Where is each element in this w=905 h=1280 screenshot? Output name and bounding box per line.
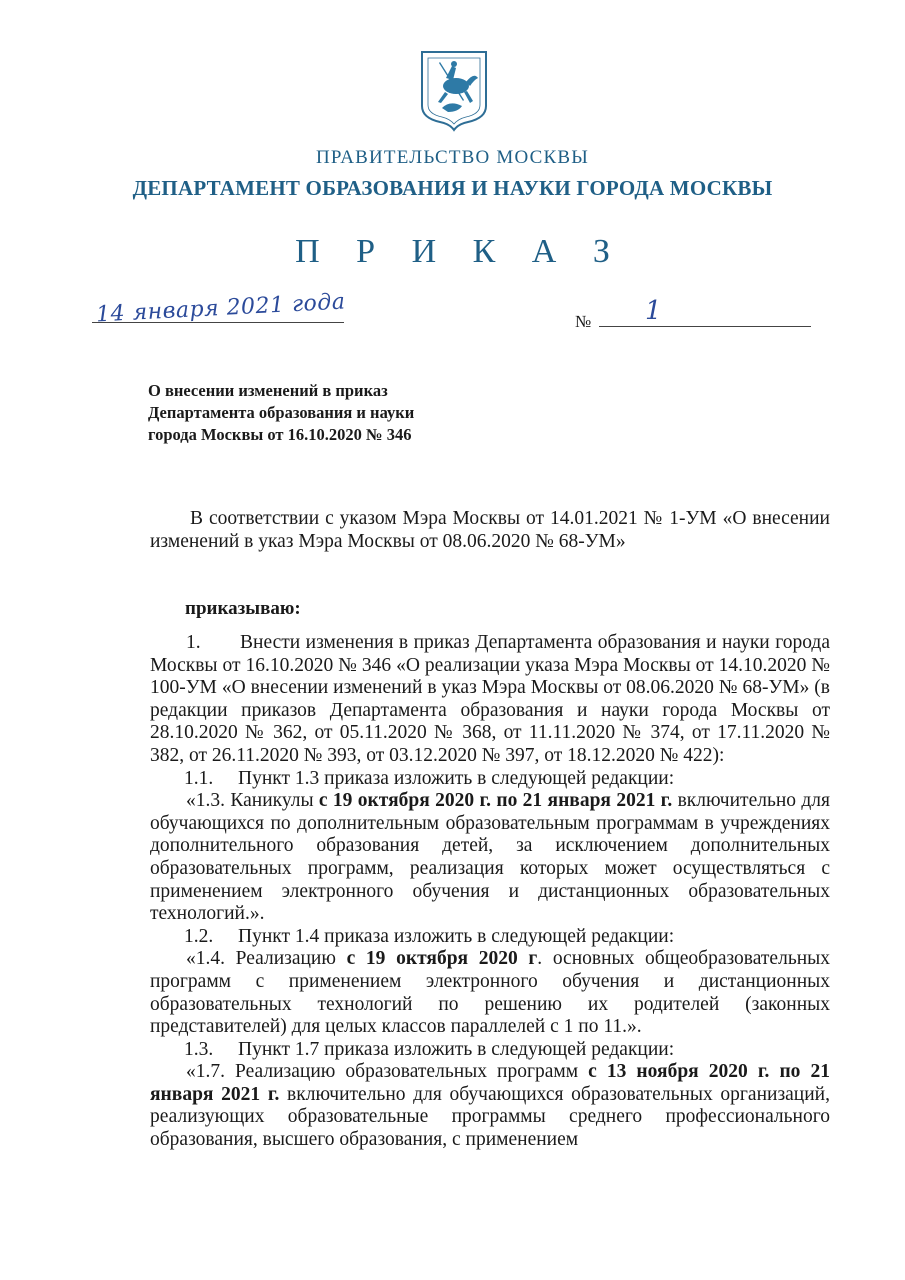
quote-text: включительно для обучающихся по дополнительным образовательным программам в учреждениях дополнительного образования детей, за исключением дополнительных образовательных программ, реализация которых может осуществляться с применением электронного обучения и дистанционных образовательных технологий.». <box>150 790 831 925</box>
item-1-1-heading <box>150 768 830 791</box>
document-type-title: П Р И К А З <box>295 233 624 270</box>
item-number: 1.1. <box>184 767 214 789</box>
quote-bold-dates: с 13 ноября 2020 г. по 21 января 2021 г. <box>150 1061 830 1105</box>
date-underline <box>92 322 344 323</box>
number-underline <box>599 326 811 327</box>
subject-line: города Москвы от 16.10.2020 № 346 <box>148 425 412 444</box>
quote-text: «1.4. Реализацию <box>186 948 347 970</box>
quote-text: . основных общеобразовательных программ с применением электронного обучения и дистанционных образовательных технологий по решению их родителей (законных представителей) для целых классов параллелей с 1 по 11.». <box>150 948 830 1038</box>
order-keyword: приказываю: <box>185 598 301 619</box>
department-name: ДЕПАРТАМЕНТ ОБРАЗОВАНИЯ И НАУКИ ГОРОДА МОСКВЫ <box>132 176 773 200</box>
item-number: 1.3. <box>184 1038 214 1060</box>
item-1-2-heading <box>150 926 830 949</box>
quote-text: «1.7. Реализацию образовательных программ <box>186 1061 589 1083</box>
preamble-paragraph: В соответствии с указом Мэра Москвы от 14.01.2021 № 1-УМ «О внесении изменений в указ Мэра Москвы от 08.06.2020 № 68-УМ» <box>150 508 830 552</box>
quote-bold-dates: с 19 октября 2020 г <box>346 948 538 970</box>
quote-text: «1.3. Каникулы <box>186 790 319 812</box>
item-text: Внести изменения в приказ Департамента образования и науки города Москвы от 16.10.2020 № 346 «О реализации указа Мэра Москвы от 14.10.2020 № 100-УМ «О внесении изменений в указ Мэра Москвы от 08.06.2020 № 68-УМ» (в редакции приказов Департамента образования и науки города Москвы от 28.10.2020 № 362, от 05.11.2020 № 368, от 11.11.2020 № 374, от 17.11.2020 № 382, от 26.11.2020 № 393, от 03.12.2020 № 397, от 18.12.2020 № 422): <box>150 632 830 766</box>
quote-bold-dates: с 19 октября 2020 г. по 21 января 2021 г. <box>318 790 673 812</box>
item-1-3-quote <box>150 1061 830 1151</box>
item-1-2-quote <box>150 948 830 1038</box>
subject-line: О внесении изменений в приказ <box>148 381 388 400</box>
handwritten-date: 14 января 2021 года <box>95 289 346 328</box>
item-1 <box>150 632 830 768</box>
item-number: 1.2. <box>184 925 214 947</box>
number-label: № <box>575 312 592 331</box>
item-1-3-heading <box>150 1039 830 1062</box>
item-heading-text: Пункт 1.7 приказа изложить в следующей редакции: <box>238 1038 675 1060</box>
order-subject <box>148 380 414 446</box>
item-heading-text: Пункт 1.3 приказа изложить в следующей редакции: <box>238 767 675 789</box>
government-name: ПРАВИТЕЛЬСТВО МОСКВЫ <box>315 147 590 168</box>
order-items <box>150 632 830 1152</box>
moscow-coat-of-arms-emblem <box>418 48 490 132</box>
item-number: 1. <box>186 632 201 653</box>
quote-text: включительно для обучающихся образовательных организаций, реализующих образовательные программы среднего профессионального образования, высшего образования, с применением <box>150 1083 830 1151</box>
item-1-1-quote <box>150 790 830 926</box>
subject-line: Департамента образования и науки <box>148 403 415 422</box>
handwritten-number: 1 <box>645 296 662 326</box>
item-heading-text: Пункт 1.4 приказа изложить в следующей редакции: <box>238 925 675 947</box>
